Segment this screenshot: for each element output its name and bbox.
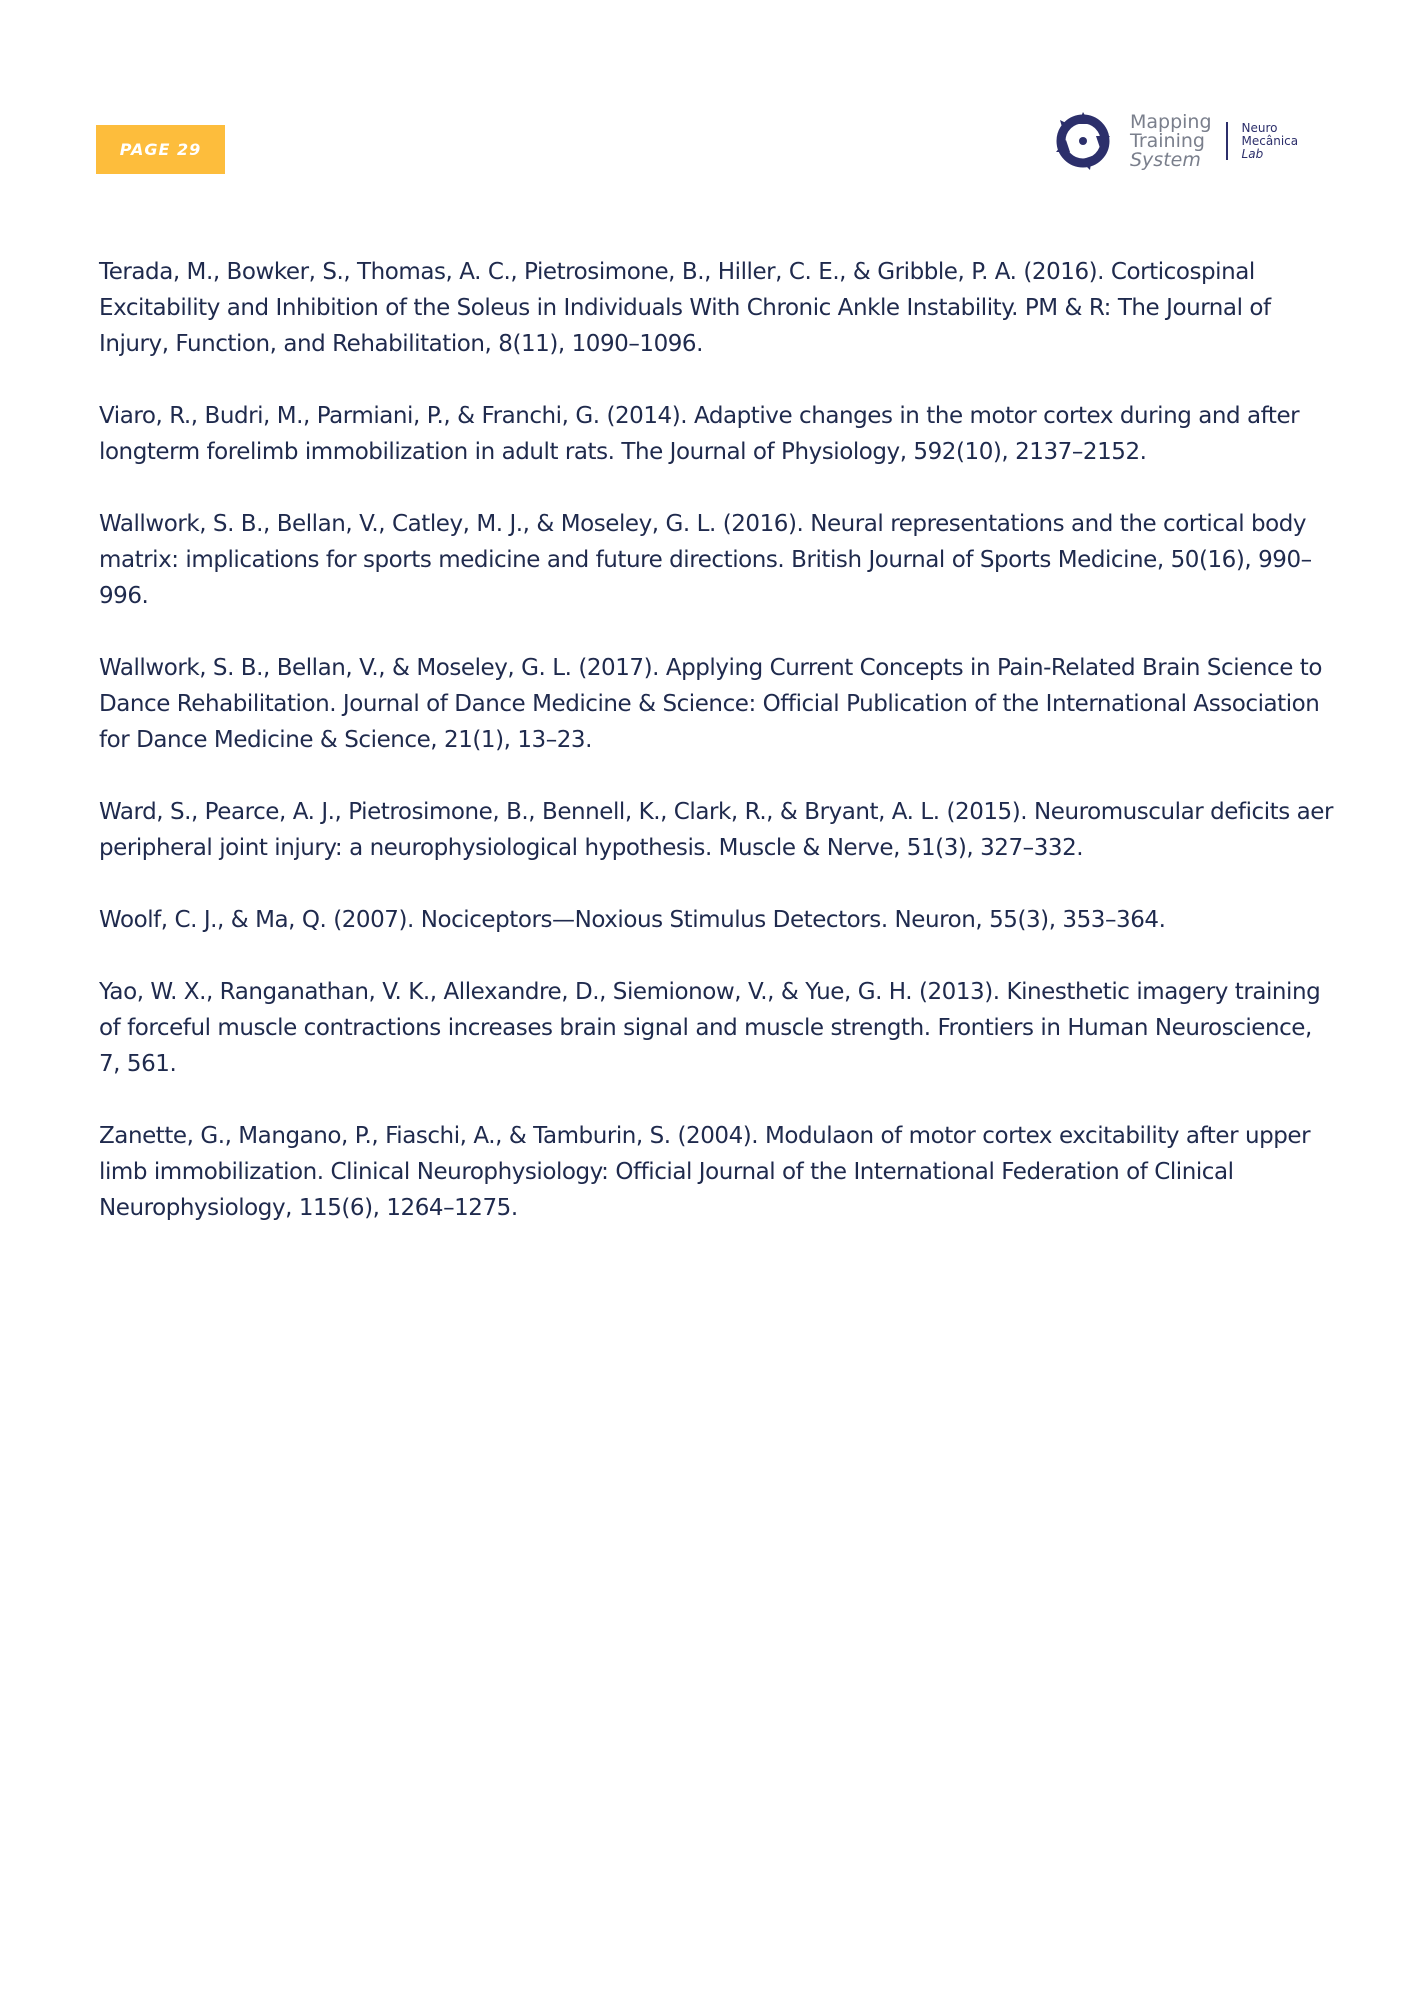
- reference-entry: Wallwork, S. B., Bellan, V., Catley, M. J., & Moseley, G. L. (2016). Neural representations and the cortical body matrix: implications for sports medicine and future directions. British Journal of Sports Medicine, 50(16), 990–996.: [99, 511, 1312, 609]
- reference-entry: Ward, S., Pearce, A. J., Pietrosimone, B., Bennell, K., Clark, R., & Bryant, A. L. (2015). Neuromuscular deficits aer peripheral joint injury: a neurophysiological hypothesis. Muscle & Nerve, 51(3), 327–332.: [99, 799, 1333, 861]
- logo-divider: [1226, 122, 1228, 160]
- reference-entry: Woolf, C. J., & Ma, Q. (2007). Nociceptors—Noxious Stimulus Detectors. Neuron, 55(3), 353–364.: [99, 907, 1166, 933]
- logo-word-3: System: [1130, 148, 1201, 171]
- reference-entry: Wallwork, S. B., Bellan, V., & Moseley, G. L. (2017). Applying Current Concepts in Pain-Related Brain Science to Dance Rehabilitation. Journal of Dance Medicine & Science: Official Publication of the International Association for Dance Medicine & Science, 21(1), 13–23.: [99, 655, 1322, 753]
- logo-lab-name: [1242, 122, 1299, 161]
- lab-word-1: Neuro: [1241, 120, 1278, 135]
- mapping-training-logo-icon: [1050, 108, 1116, 174]
- page-number-label: PAGE 29: [119, 140, 202, 159]
- reference-entry: Viaro, R., Budri, M., Parmiani, P., & Franchi, G. (2014). Adaptive changes in the motor cortex during and after longterm forelimb immobilization in adult rats. The Journal of Physiology, 592(10), 2137–2152.: [99, 403, 1300, 465]
- reference-entry: Terada, M., Bowker, S., Thomas, A. C., Pietrosimone, B., Hiller, C. E., & Gribble, P. A. (2016). Corticospinal Excitability and Inhibition of the Soleus in Individuals With Chronic Ankle Instability. PM & R: The Journal of Injury, Function, and Rehabilitation, 8(11), 1090–1096.: [99, 259, 1271, 357]
- reference-entry: Zanette, G., Mangano, P., Fiaschi, A., & Tamburin, S. (2004). Modulaon of motor cortex excitability after upper limb immobilization. Clinical Neurophysiology: Official Journal of the International Federation of Clinical Neurophysiology, 115(6), 1264–1275.: [99, 1123, 1311, 1221]
- logo-word-1: Mapping: [1130, 110, 1212, 133]
- logo-word-2: Training: [1130, 129, 1205, 152]
- reference-entry: Yao, W. X., Ranganathan, V. K., Allexandre, D., Siemionow, V., & Yue, G. H. (2013). Kinesthetic imagery training of forceful muscle contractions increases brain signal and muscle strength. Frontiers in Human Neuroscience, 7, 561.: [99, 979, 1321, 1077]
- logo-wordmark: [1130, 110, 1212, 171]
- page-number-badge: [96, 125, 225, 174]
- lab-word-2: Mecânica: [1241, 133, 1299, 148]
- brand-logo: [1050, 108, 1298, 174]
- reference-list: [99, 254, 1339, 1262]
- lab-word-3: Lab: [1241, 146, 1264, 161]
